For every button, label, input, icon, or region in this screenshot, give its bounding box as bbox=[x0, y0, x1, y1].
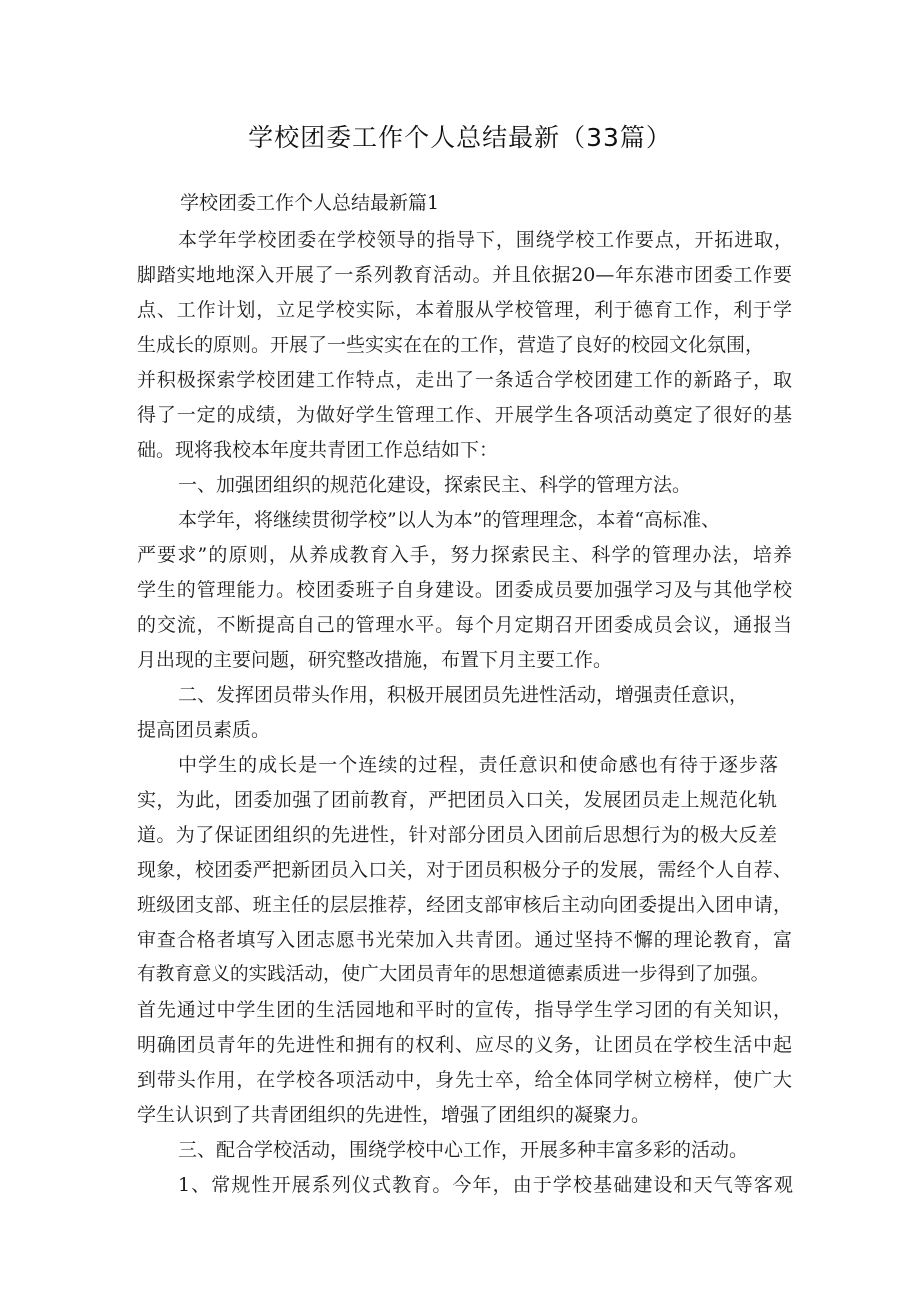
paragraph-line: 得了一定的成绩，为做好学生管理工作、开展学生各项活动奠定了很好的基 bbox=[137, 404, 792, 426]
paragraph-line: 并积极探索学校团建工作特点，走出了一条适合学校团建工作的新路子，取 bbox=[137, 369, 792, 391]
paragraph-line: 审查合格者填写入团志愿书光荣加入共青团。通过坚持不懈的理论教育，富 bbox=[137, 929, 792, 951]
paragraph-line: 有教育意义的实践活动，使广大团员青年的思想道德素质进一步得到了加强。 bbox=[137, 964, 770, 985]
paragraph-line: 的交流，不断提高自己的管理水平。每个月定期召开团委成员会议，通报当 bbox=[137, 614, 792, 636]
paragraph-line: 础。现将我校本年度共青团工作总结如下： bbox=[137, 439, 499, 461]
paragraph-line: 生成长的原则。开展了一些实实在在的工作，营造了良好的校园文化氛围， bbox=[137, 334, 765, 356]
section-heading-2: 二、发挥团员带头作用，积极开展团员先进性活动，增强责任意识， bbox=[178, 684, 749, 706]
paragraph-line: 月出现的主要问题，研究整改措施，布置下月主要工作。 bbox=[137, 649, 613, 671]
document-title: 学校团委工作个人总结最新（33篇） bbox=[248, 123, 672, 152]
paragraph-line: 1、常规性开展系列仪式教育。今年，由于学校基础建设和天气等客观 bbox=[178, 1174, 793, 1196]
paragraph-line: 学生认识到了共青团组织的先进性，增强了团组织的凝聚力。 bbox=[137, 1104, 651, 1126]
paragraph-line: 班级团支部、班主任的层层推荐，经团支部审核后主动向团委提出入团申请， bbox=[137, 894, 792, 916]
paragraph-line: 明确团员青年的先进性和拥有的权利、应尽的义务，让团员在学校生活中起 bbox=[137, 1034, 792, 1056]
paragraph-line: 现象，校团委严把新团员入口关，对于团员积极分子的发展，需经个人自荐、 bbox=[137, 859, 792, 881]
paragraph-line: 实，为此，团委加强了团前教育，严把团员入口关，发展团员走上规范化轨 bbox=[137, 789, 777, 811]
paragraph-line: 本学年，将继续贯彻学校”以人为本”的管理理念，本着“高标准、 bbox=[178, 509, 721, 531]
paragraph-line: 首先通过中学生团的生活园地和平时的宣传，指导学生学习团的有关知识， bbox=[137, 999, 792, 1021]
section-heading-2-cont: 提高团员素质。 bbox=[137, 719, 271, 741]
paragraph-line: 中学生的成长是一个连续的过程，责任意识和使命感也有待于逐步落 bbox=[178, 754, 778, 776]
section-heading-1: 一、加强团组织的规范化建设，探索民主、科学的管理方法。 bbox=[178, 474, 692, 496]
paragraph-line: 点、工作计划，立足学校实际，本着服从学校管理，利于德育工作，利于学 bbox=[137, 299, 792, 321]
paragraph-line: 脚踏实地地深入开展了一系列教育活动。并且依据20—年东港市团委工作要 bbox=[137, 264, 792, 286]
paragraph-line: 学生的管理能力。校团委班子自身建设。团委成员要加强学习及与其他学校 bbox=[137, 579, 792, 601]
section-subtitle: 学校团委工作个人总结最新篇1 bbox=[180, 192, 440, 214]
paragraph-line: 到带头作用，在学校各项活动中，身先士卒，给全体同学树立榜样，使广大 bbox=[137, 1069, 792, 1091]
paragraph-line: 本学年学校团委在学校领导的指导下，围绕学校工作要点，开拓进取， bbox=[178, 229, 793, 251]
section-heading-3: 三、配合学校活动，围绕学校中心工作，开展多种丰富多彩的活动。 bbox=[178, 1139, 749, 1161]
paragraph-line: 严要求”的原则，从养成教育入手，努力探索民主、科学的管理办法，培养 bbox=[137, 544, 792, 566]
paragraph-line: 道。为了保证团组织的先进性，针对部分团员入团前后思想行为的极大反差 bbox=[137, 824, 777, 846]
